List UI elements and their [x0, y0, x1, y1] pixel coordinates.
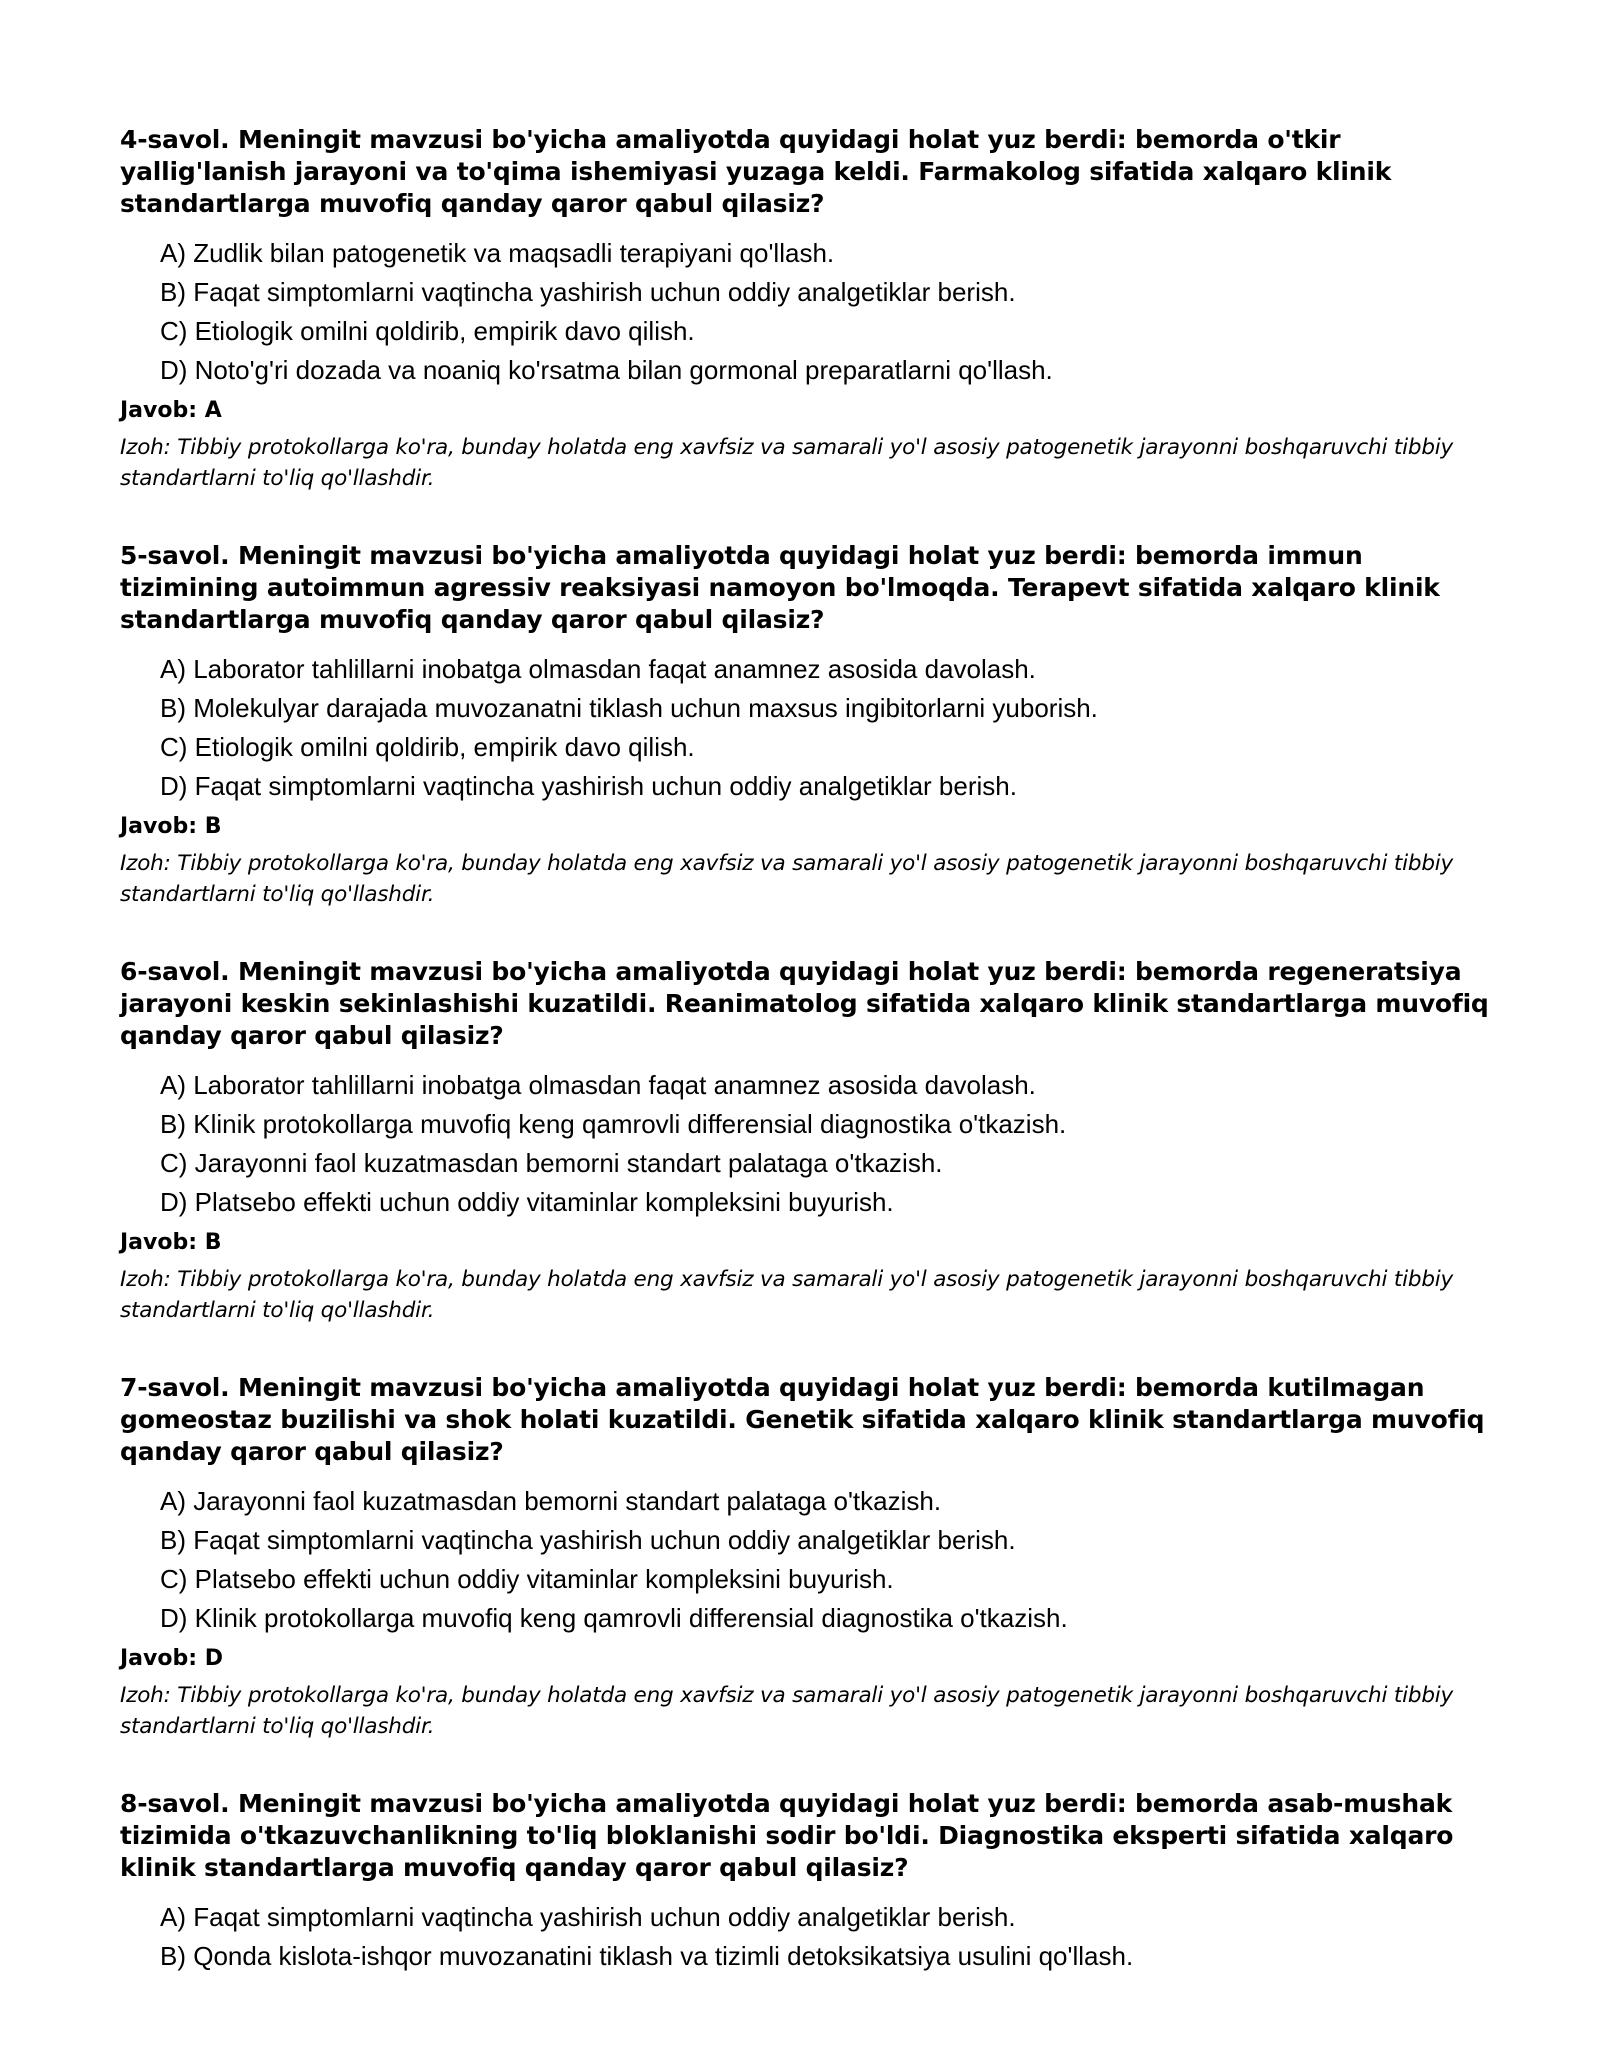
option-c: C) Etiologik omilni qoldirib, empirik davo qilish. [160, 316, 695, 346]
question-text: 5-savol. Meningit mavzusi bo'yicha amaliyotda quyidagi holat yuz berdi: bemorda immun tizimining autoimmun agressiv reaksiyasi namoyon bo'lmoqda. Terapevt sifatida xalqaro klinik standartlarga muvofiq qanday qaror qabul qilasiz? [120, 541, 1440, 634]
option-b: B) Faqat simptomlarni vaqtincha yashirish uchun oddiy analgetiklar berish. [160, 1525, 1016, 1555]
option-b: B) Faqat simptomlarni vaqtincha yashirish uchun oddiy analgetiklar berish. [160, 277, 1016, 307]
answer-key: Javob: D [120, 1646, 223, 1671]
answer-options [120, 1066, 1500, 1222]
option-d: D) Platsebo effekti uchun oddiy vitaminlar kompleksini buyurish. [160, 1187, 894, 1217]
explanation-note: Izoh: Tibbiy protokollarga ko'ra, bunday holatda eng xavfsiz va samarali yo'l asosiy patogenetik jarayonni boshqaruvchi tibbiy standartlarni to'liq qo'llashdir. [120, 851, 1454, 907]
explanation-note: Izoh: Tibbiy protokollarga ko'ra, bunday holatda eng xavfsiz va samarali yo'l asosiy patogenetik jarayonni boshqaruvchi tibbiy standartlarni to'liq qo'llashdir. [120, 1267, 1454, 1323]
question-text: 7-savol. Meningit mavzusi bo'yicha amaliyotda quyidagi holat yuz berdi: bemorda kutilmagan gomeostaz buzilishi va shok holati kuzatildi. Genetik sifatida xalqaro klinik standartlarga muvofiq qanday qaror qabul qilasiz? [120, 1373, 1485, 1466]
option-b: B) Qonda kislota-ishqor muvozanatini tiklash va tizimli detoksikatsiya usulini qo'llash. [160, 1941, 1134, 1971]
option-d: D) Noto'g'ri dozada va noaniq ko'rsatma bilan gormonal preparatlarni qo'llash. [160, 355, 1053, 385]
answer-options [120, 234, 1500, 390]
question-8 [120, 1788, 1500, 1976]
answer-key: Javob: B [120, 1230, 222, 1255]
explanation-note: Izoh: Tibbiy protokollarga ko'ra, bunday holatda eng xavfsiz va samarali yo'l asosiy patogenetik jarayonni boshqaruvchi tibbiy standartlarni to'liq qo'llashdir. [120, 435, 1454, 491]
question-text: 4-savol. Meningit mavzusi bo'yicha amaliyotda quyidagi holat yuz berdi: bemorda o'tkir yallig'lanish jarayoni va to'qima ishemiyasi yuzaga keldi. Farmakolog sifatida xalqaro klinik standartlarga muvofiq qanday qaror qabul qilasiz? [120, 125, 1392, 218]
option-a: A) Laborator tahlillarni inobatga olmasdan faqat anamnez asosida davolash. [160, 1070, 1036, 1100]
option-d: D) Faqat simptomlarni vaqtincha yashirish uchun oddiy analgetiklar berish. [160, 771, 1017, 801]
question-7 [120, 1372, 1500, 1742]
option-a: A) Faqat simptomlarni vaqtincha yashirish uchun oddiy analgetiklar berish. [160, 1902, 1016, 1932]
explanation-note: Izoh: Tibbiy protokollarga ko'ra, bunday holatda eng xavfsiz va samarali yo'l asosiy patogenetik jarayonni boshqaruvchi tibbiy standartlarni to'liq qo'llashdir. [120, 1683, 1454, 1739]
answer-key: Javob: B [120, 814, 222, 839]
option-d: D) Klinik protokollarga muvofiq keng qamrovli differensial diagnostika o'tkazish. [160, 1603, 1068, 1633]
question-6 [120, 956, 1500, 1326]
answer-options [120, 1482, 1500, 1638]
option-c: C) Jarayonni faol kuzatmasdan bemorni standart palataga o'tkazish. [160, 1148, 943, 1178]
option-c: C) Etiologik omilni qoldirib, empirik davo qilish. [160, 732, 695, 762]
document-page [120, 124, 1500, 2022]
option-b: B) Klinik protokollarga muvofiq keng qamrovli differensial diagnostika o'tkazish. [160, 1109, 1067, 1139]
option-a: A) Laborator tahlillarni inobatga olmasdan faqat anamnez asosida davolash. [160, 654, 1036, 684]
question-4 [120, 124, 1500, 494]
question-text: 6-savol. Meningit mavzusi bo'yicha amaliyotda quyidagi holat yuz berdi: bemorda regeneratsiya jarayoni keskin sekinlashishi kuzatildi. Reanimatolog sifatida xalqaro klinik standartlarga muvofiq qanday qaror qabul qilasiz? [120, 957, 1489, 1050]
answer-options [120, 650, 1500, 806]
question-5 [120, 540, 1500, 910]
option-a: A) Jarayonni faol kuzatmasdan bemorni standart palataga o'tkazish. [160, 1486, 942, 1516]
answer-options [120, 1898, 1500, 1976]
question-text: 8-savol. Meningit mavzusi bo'yicha amaliyotda quyidagi holat yuz berdi: bemorda asab-mushak tizimida o'tkazuvchanlikning to'liq bloklanishi sodir bo'ldi. Diagnostika eksperti sifatida xalqaro klinik standartlarga muvofiq qanday qaror qabul qilasiz? [120, 1789, 1454, 1882]
option-c: C) Platsebo effekti uchun oddiy vitaminlar kompleksini buyurish. [160, 1564, 894, 1594]
option-a: A) Zudlik bilan patogenetik va maqsadli terapiyani qo'llash. [160, 238, 835, 268]
option-b: B) Molekulyar darajada muvozanatni tiklash uchun maxsus ingibitorlarni yuborish. [160, 693, 1098, 723]
answer-key: Javob: A [120, 398, 222, 423]
